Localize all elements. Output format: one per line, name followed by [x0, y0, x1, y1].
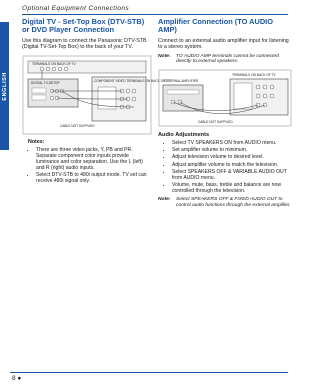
amplifier-note-label: Note:: [158, 53, 171, 59]
adjustment-step-4: • Adjust amplifier volume to match the television.: [172, 162, 292, 168]
dtv-cable-label: CABLE NOT SUPPLIED: [60, 123, 95, 128]
amplifier-section-title: Amplifier Connection (TO AUDIO AMP): [158, 17, 273, 35]
adjustment-step-6: • Volume, mute, bass, treble and balance are now controlled through the television.: [172, 182, 292, 194]
bottom-note-text: Select SPEAKERS OFF & FIXED AUDIO OUT to control audio functions through the external amplifier.: [176, 196, 291, 208]
adjustment-step-3: • Adjust television volume to desired level.: [172, 154, 292, 160]
amplifier-note-text: TO AUDIO AMP terminals cannot be connected directly to external speakers.: [176, 53, 279, 65]
language-tab-label: ENGLISH: [1, 71, 8, 101]
dtv-tv-panel-label: TERMINALS ON BACK OF TV: [32, 61, 76, 66]
dtv-notes-list: [22, 147, 152, 185]
dtv-note-1: • There are three video jacks, Y, PB and PR. Separate component color inputs provide luminance and color separation. Use the L (left) and R (right) audio inputs.: [36, 147, 152, 171]
amplifier-connection-diagram: [158, 69, 292, 127]
audio-adjustments-list: [158, 140, 292, 194]
dtv-device-back-label: COMPONENT VIDEO TERMINALS ON BACK OF TV: [94, 78, 170, 83]
footer-rule: [10, 372, 288, 373]
audio-adjustments-title: Audio Adjustments: [158, 132, 210, 139]
amp-label: EXTERNAL AMPLIFIER: [164, 79, 199, 84]
amp-cable-label: CABLE NOT SUPPLIED: [198, 120, 233, 125]
adjustment-step-2: • Set amplifier volume to minimum.: [172, 147, 292, 153]
amplifier-bottom-note: [158, 197, 292, 209]
dtv-note-2: • Select DTV-STB to 480i output mode. TV set can receive 480i signal only.: [36, 172, 152, 184]
bottom-note-label: Note:: [158, 196, 171, 202]
page-header: Optional Equipment Connections: [22, 5, 130, 12]
dtv-intro: Use this diagram to connect the Panasonic DTV-STB (Digital TV-Set-Top Box) to the back of your TV.: [22, 37, 147, 51]
external-amplifier: [163, 85, 203, 111]
dtv-section: [22, 17, 170, 185]
dtv-notes-title: Notes:: [28, 138, 45, 145]
amplifier-section: [158, 18, 292, 209]
dtv-section-title: Digital TV - Set-Top Box (DTV-STB) or DVD Player Connection: [22, 17, 145, 35]
language-tab: [0, 22, 9, 150]
amplifier-intro: Connect to an external audio amplifier input for listening to a stereo system.: [158, 37, 289, 51]
adjustment-step-5: • Select SPEAKERS OFF & VARIABLE AUDIO OUT from AUDIO menu.: [172, 169, 292, 181]
adjustment-step-1: • Select TV SPEAKERS ON from AUDIO menu.: [172, 140, 292, 146]
amplifier-note: [158, 54, 292, 66]
amp-tv-panel-label: TERMINALS ON BACK OF TV: [232, 73, 276, 78]
page-number: 8 ●: [12, 375, 22, 382]
header-rule: [22, 14, 288, 15]
dtv-device-label: DIGITAL TV-SETOP: [31, 80, 60, 85]
